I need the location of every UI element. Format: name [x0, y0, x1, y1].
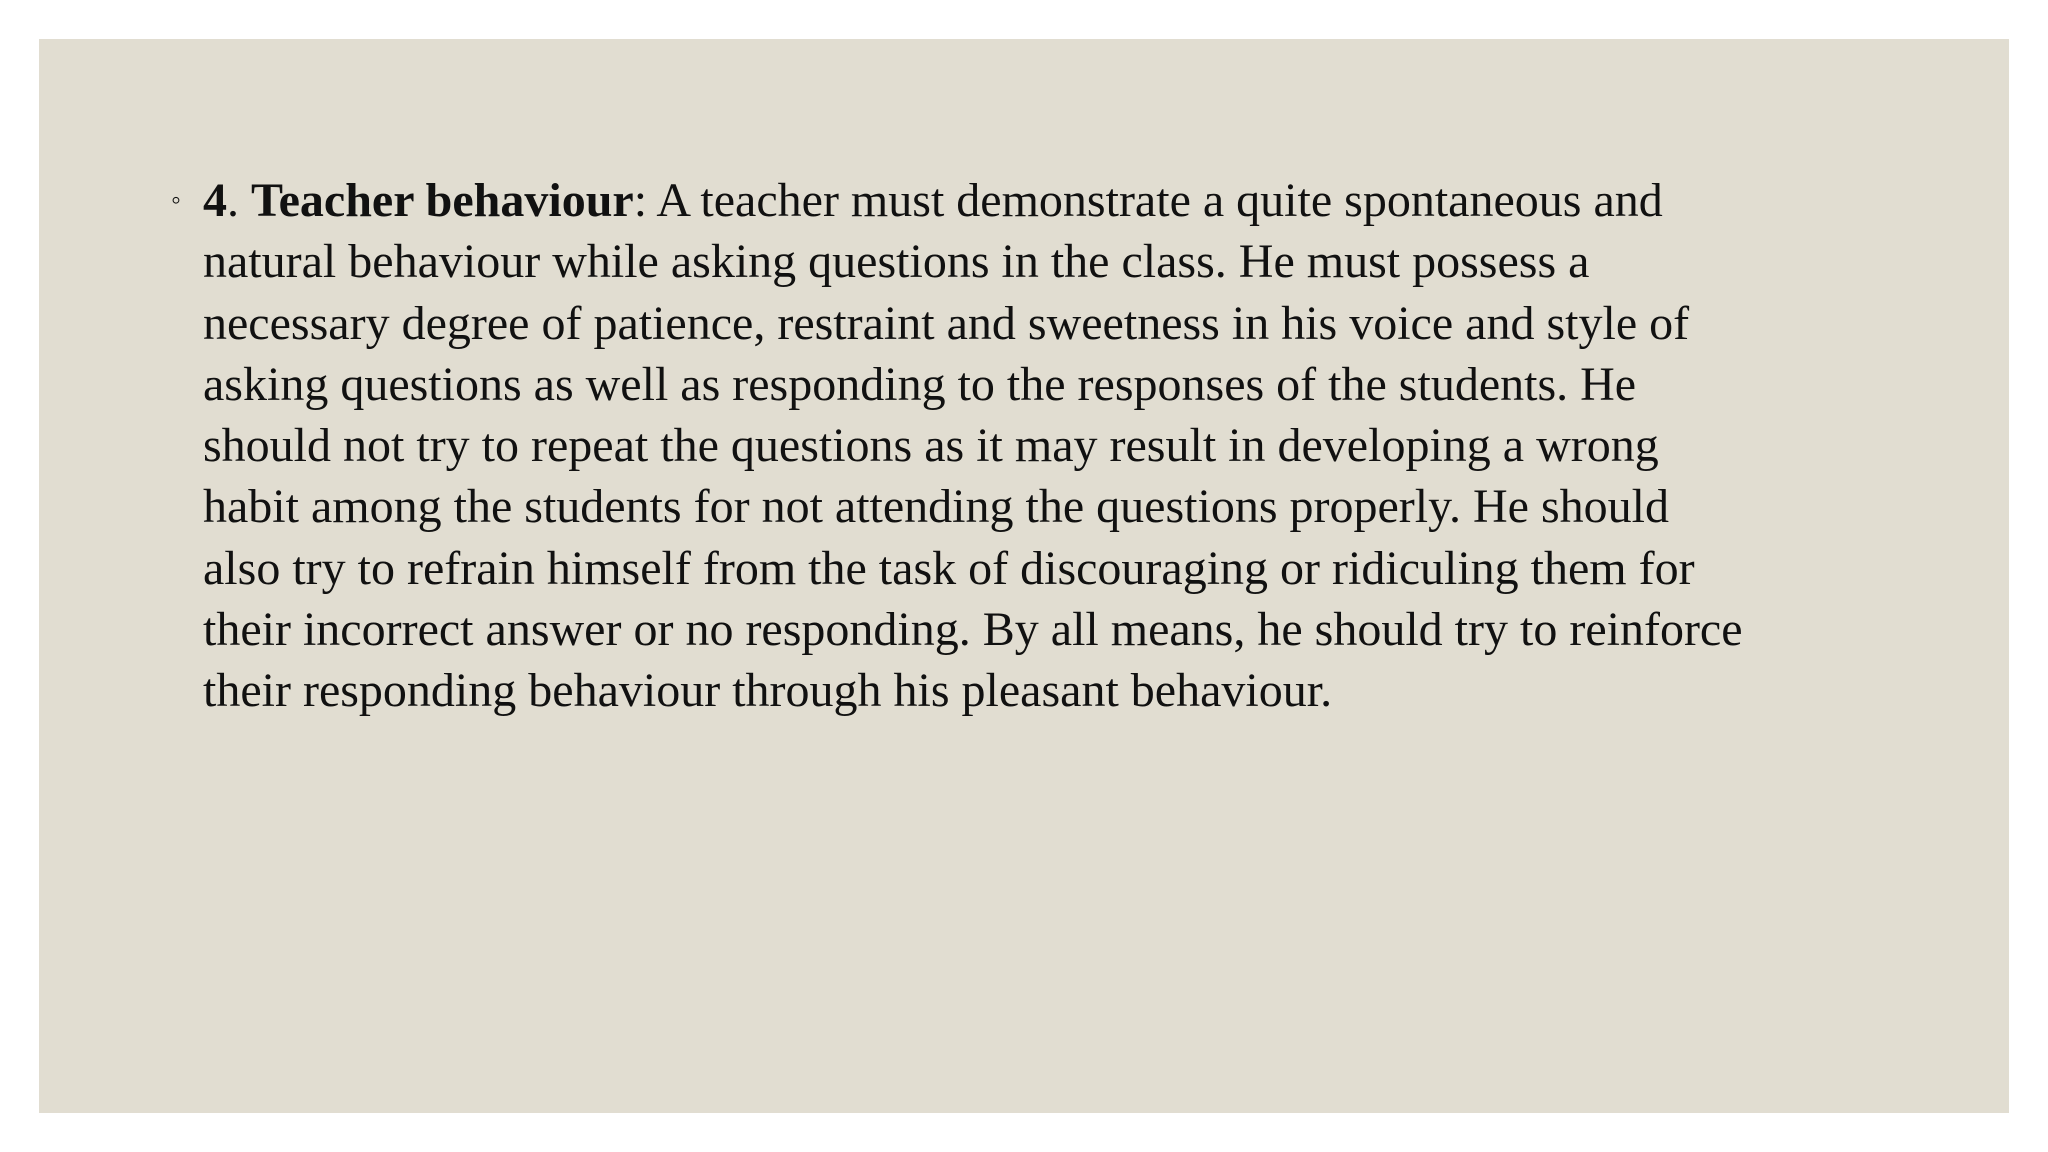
paragraph-line: natural behaviour while asking questions in the class. He must possess a: [203, 235, 1590, 289]
bullet-item: [171, 170, 1901, 722]
paragraph-line: asking questions as well as responding to the responses of the students. He: [203, 357, 1637, 411]
heading-separator: :: [633, 174, 657, 227]
paragraph-line: necessary degree of patience, restraint and sweetness in his voice and style of: [203, 296, 1690, 350]
paragraph-line: habit among the students for not attending the questions properly. He should: [203, 480, 1669, 534]
number-separator: .: [227, 174, 251, 227]
paragraph-line: their responding behaviour through his pleasant behaviour.: [203, 664, 1333, 718]
bullet-circle-icon: ◦: [171, 185, 181, 216]
paragraph-line: also try to refrain himself from the task of discouraging or ridiculing them for: [203, 541, 1695, 595]
bullet-heading: Teacher behaviour: [251, 174, 634, 227]
bullet-number: 4: [203, 174, 227, 227]
paragraph-line: A teacher must demonstrate a quite spontaneous and: [656, 174, 1663, 227]
bullet-paragraph: [203, 170, 1901, 722]
paragraph-line: should not try to repeat the questions as it may result in developing a wrong: [203, 419, 1659, 473]
slide: [39, 39, 2009, 1113]
paragraph-line: their incorrect answer or no responding. By all means, he should try to reinforce: [203, 603, 1743, 657]
